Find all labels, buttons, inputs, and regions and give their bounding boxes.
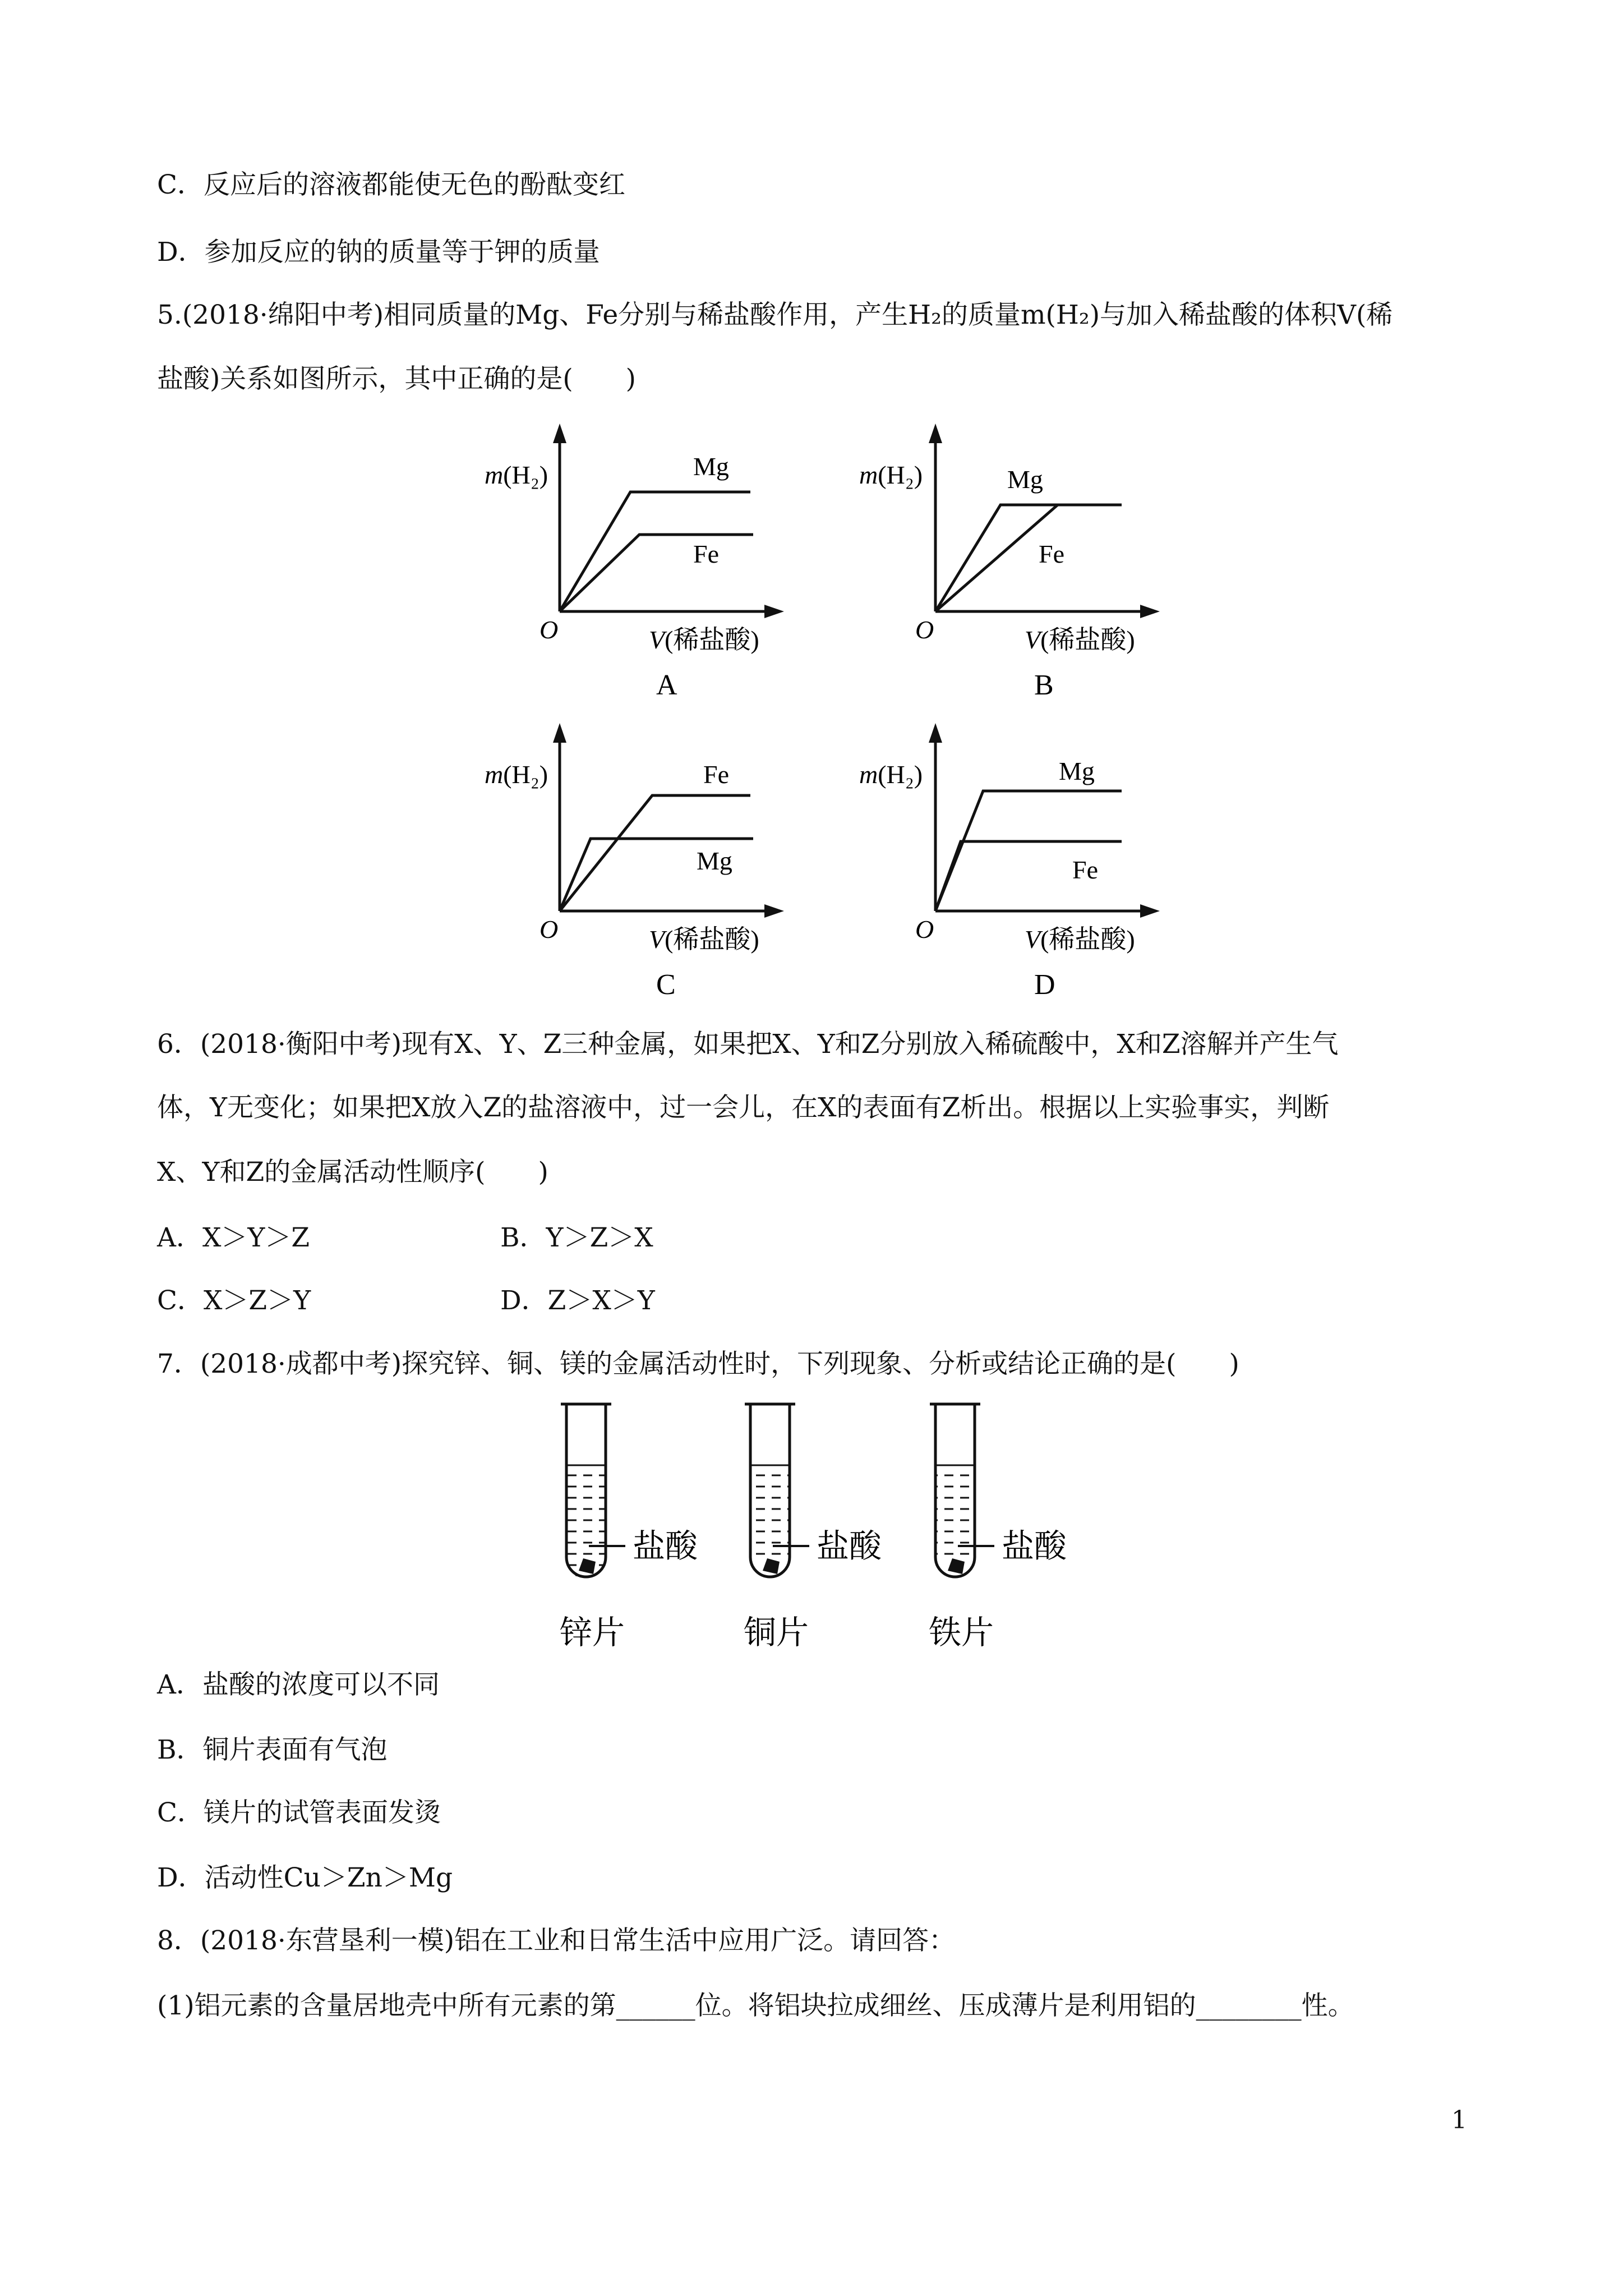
graph-d-origin: O (915, 915, 934, 944)
graph-c-label-top: Fe (703, 760, 729, 789)
q7-test-tubes (0, 1386, 1623, 1666)
q6-option-c: C．X＞Z＞Y (157, 1285, 311, 1316)
graph-a-label-top: Mg (693, 452, 729, 481)
graph-d (859, 723, 1160, 1001)
test-tube-1-liquid-label: 盐酸 (633, 1527, 698, 1565)
graph-d-line-top (935, 791, 1122, 911)
graph-d-label-bottom: Fe (1072, 855, 1098, 884)
test-tube-2-metal-label: 铜片 (744, 1613, 809, 1651)
svg-text:m(H₂): m(H₂) (859, 760, 923, 789)
graph-c-caption: C (656, 969, 676, 1001)
svg-text:m(H₂): m(H₂) (485, 461, 548, 489)
graph-a-line-top (560, 492, 750, 611)
graph-b-x-arrow (1140, 605, 1160, 618)
graph-b (859, 424, 1160, 701)
graph-a-caption: A (656, 669, 677, 701)
test-tube-3-liquid-label: 盐酸 (1002, 1527, 1067, 1565)
graph-a-label-bottom: Fe (693, 540, 719, 568)
svg-text:V(稀盐酸): V(稀盐酸) (649, 925, 759, 954)
graph-b-y-arrow (929, 424, 942, 443)
graph-b-origin: O (915, 615, 934, 644)
test-tube-2-metal-piece (763, 1558, 780, 1574)
graph-c-origin: O (540, 915, 559, 944)
q6-stem-line1: 6．(2018·衡阳中考)现有X、Y、Z三种金属，如果把X、Y和Z分别放入稀硫酸中，X和Z溶解并产生气 (157, 1029, 1339, 1060)
graph-c (485, 723, 784, 1001)
graph-a (485, 424, 784, 701)
q7-option-a: A．盐酸的浓度可以不同 (157, 1669, 440, 1700)
q6-option-a: A．X＞Y＞Z (157, 1222, 310, 1253)
svg-text:m(H₂): m(H₂) (485, 760, 548, 789)
graph-b-caption: B (1034, 669, 1054, 701)
graph-b-label-bottom: Fe (1039, 540, 1064, 568)
q6-stem-line2: 体，Y无变化；如果把X放入Z的盐溶液中，过一会儿，在X的表面有Z析出。根据以上实验事实，判断 (157, 1092, 1330, 1123)
test-tube-2-liquid-label: 盐酸 (817, 1527, 882, 1565)
graph-a-x-arrow (764, 605, 784, 618)
graph-a-y-arrow (553, 424, 566, 443)
graph-d-x-arrow (1140, 904, 1160, 918)
q7-option-b: B．铜片表面有气泡 (157, 1734, 388, 1765)
q7-stem-line1: 7．(2018·成都中考)探究锌、铜、镁的金属活动性时，下列现象、分析或结论正确的是( ) (157, 1349, 1239, 1379)
q5-stem-line2: 盐酸)关系如图所示，其中正确的是( ) (157, 364, 637, 394)
q8-part1: (1)铝元素的含量居地壳中所有元素的第______位。将铝块拉成细丝、压成薄片是利用铝的________性。 (157, 1990, 1354, 2021)
graph-a-line-bottom (560, 535, 753, 611)
graph-d-label-top: Mg (1059, 757, 1095, 785)
q7-option-c: C．镁片的试管表面发烫 (157, 1797, 441, 1828)
test-tube-3-metal-piece (948, 1558, 965, 1574)
q4-option-c: C．反应后的溶液都能使无色的酚酞变红 (157, 169, 625, 200)
q6-stem-line3: X、Y和Z的金属活动性顺序( ) (157, 1157, 548, 1188)
test-tube-3 (929, 1404, 1067, 1651)
graph-b-line-top (935, 505, 1122, 611)
page-number: 1 (1451, 2106, 1467, 2134)
svg-text:V(稀盐酸): V(稀盐酸) (649, 625, 759, 654)
q8-stem-line1: 8．(2018·东营垦利一模)铝在工业和日常生活中应用广泛。请回答： (157, 1925, 956, 1956)
test-tube-3-metal-label: 铁片 (929, 1613, 994, 1651)
graph-a-origin: O (540, 615, 559, 644)
svg-text:V(稀盐酸): V(稀盐酸) (1025, 625, 1135, 654)
q5-stem-line1: 5.(2018·绵阳中考)相同质量的Mg、Fe分别与稀盐酸作用，产生H₂的质量m(H₂)与加入稀盐酸的体积V(稀 (157, 300, 1393, 330)
graph-c-y-arrow (553, 723, 566, 743)
graph-c-x-arrow (764, 904, 784, 918)
q6-option-b: B．Y＞Z＞X (500, 1222, 653, 1253)
test-tube-1-metal-label: 锌片 (560, 1613, 625, 1651)
graph-d-y-arrow (929, 723, 942, 743)
graph-b-label-top: Mg (1007, 465, 1043, 494)
q6-option-d: D．Z＞X＞Y (500, 1285, 655, 1316)
test-tube-1 (560, 1404, 698, 1651)
test-tube-2 (744, 1404, 882, 1651)
svg-text:m(H₂): m(H₂) (859, 461, 923, 489)
q4-option-d: D．参加反应的钠的质量等于钾的质量 (157, 237, 600, 268)
graph-d-caption: D (1034, 969, 1055, 1001)
graph-c-label-bottom: Mg (697, 846, 732, 875)
q5-graphs (0, 0, 1623, 1010)
svg-text:V(稀盐酸): V(稀盐酸) (1025, 925, 1135, 954)
q7-option-d: D．活动性Cu＞Zn＞Mg (157, 1862, 453, 1893)
